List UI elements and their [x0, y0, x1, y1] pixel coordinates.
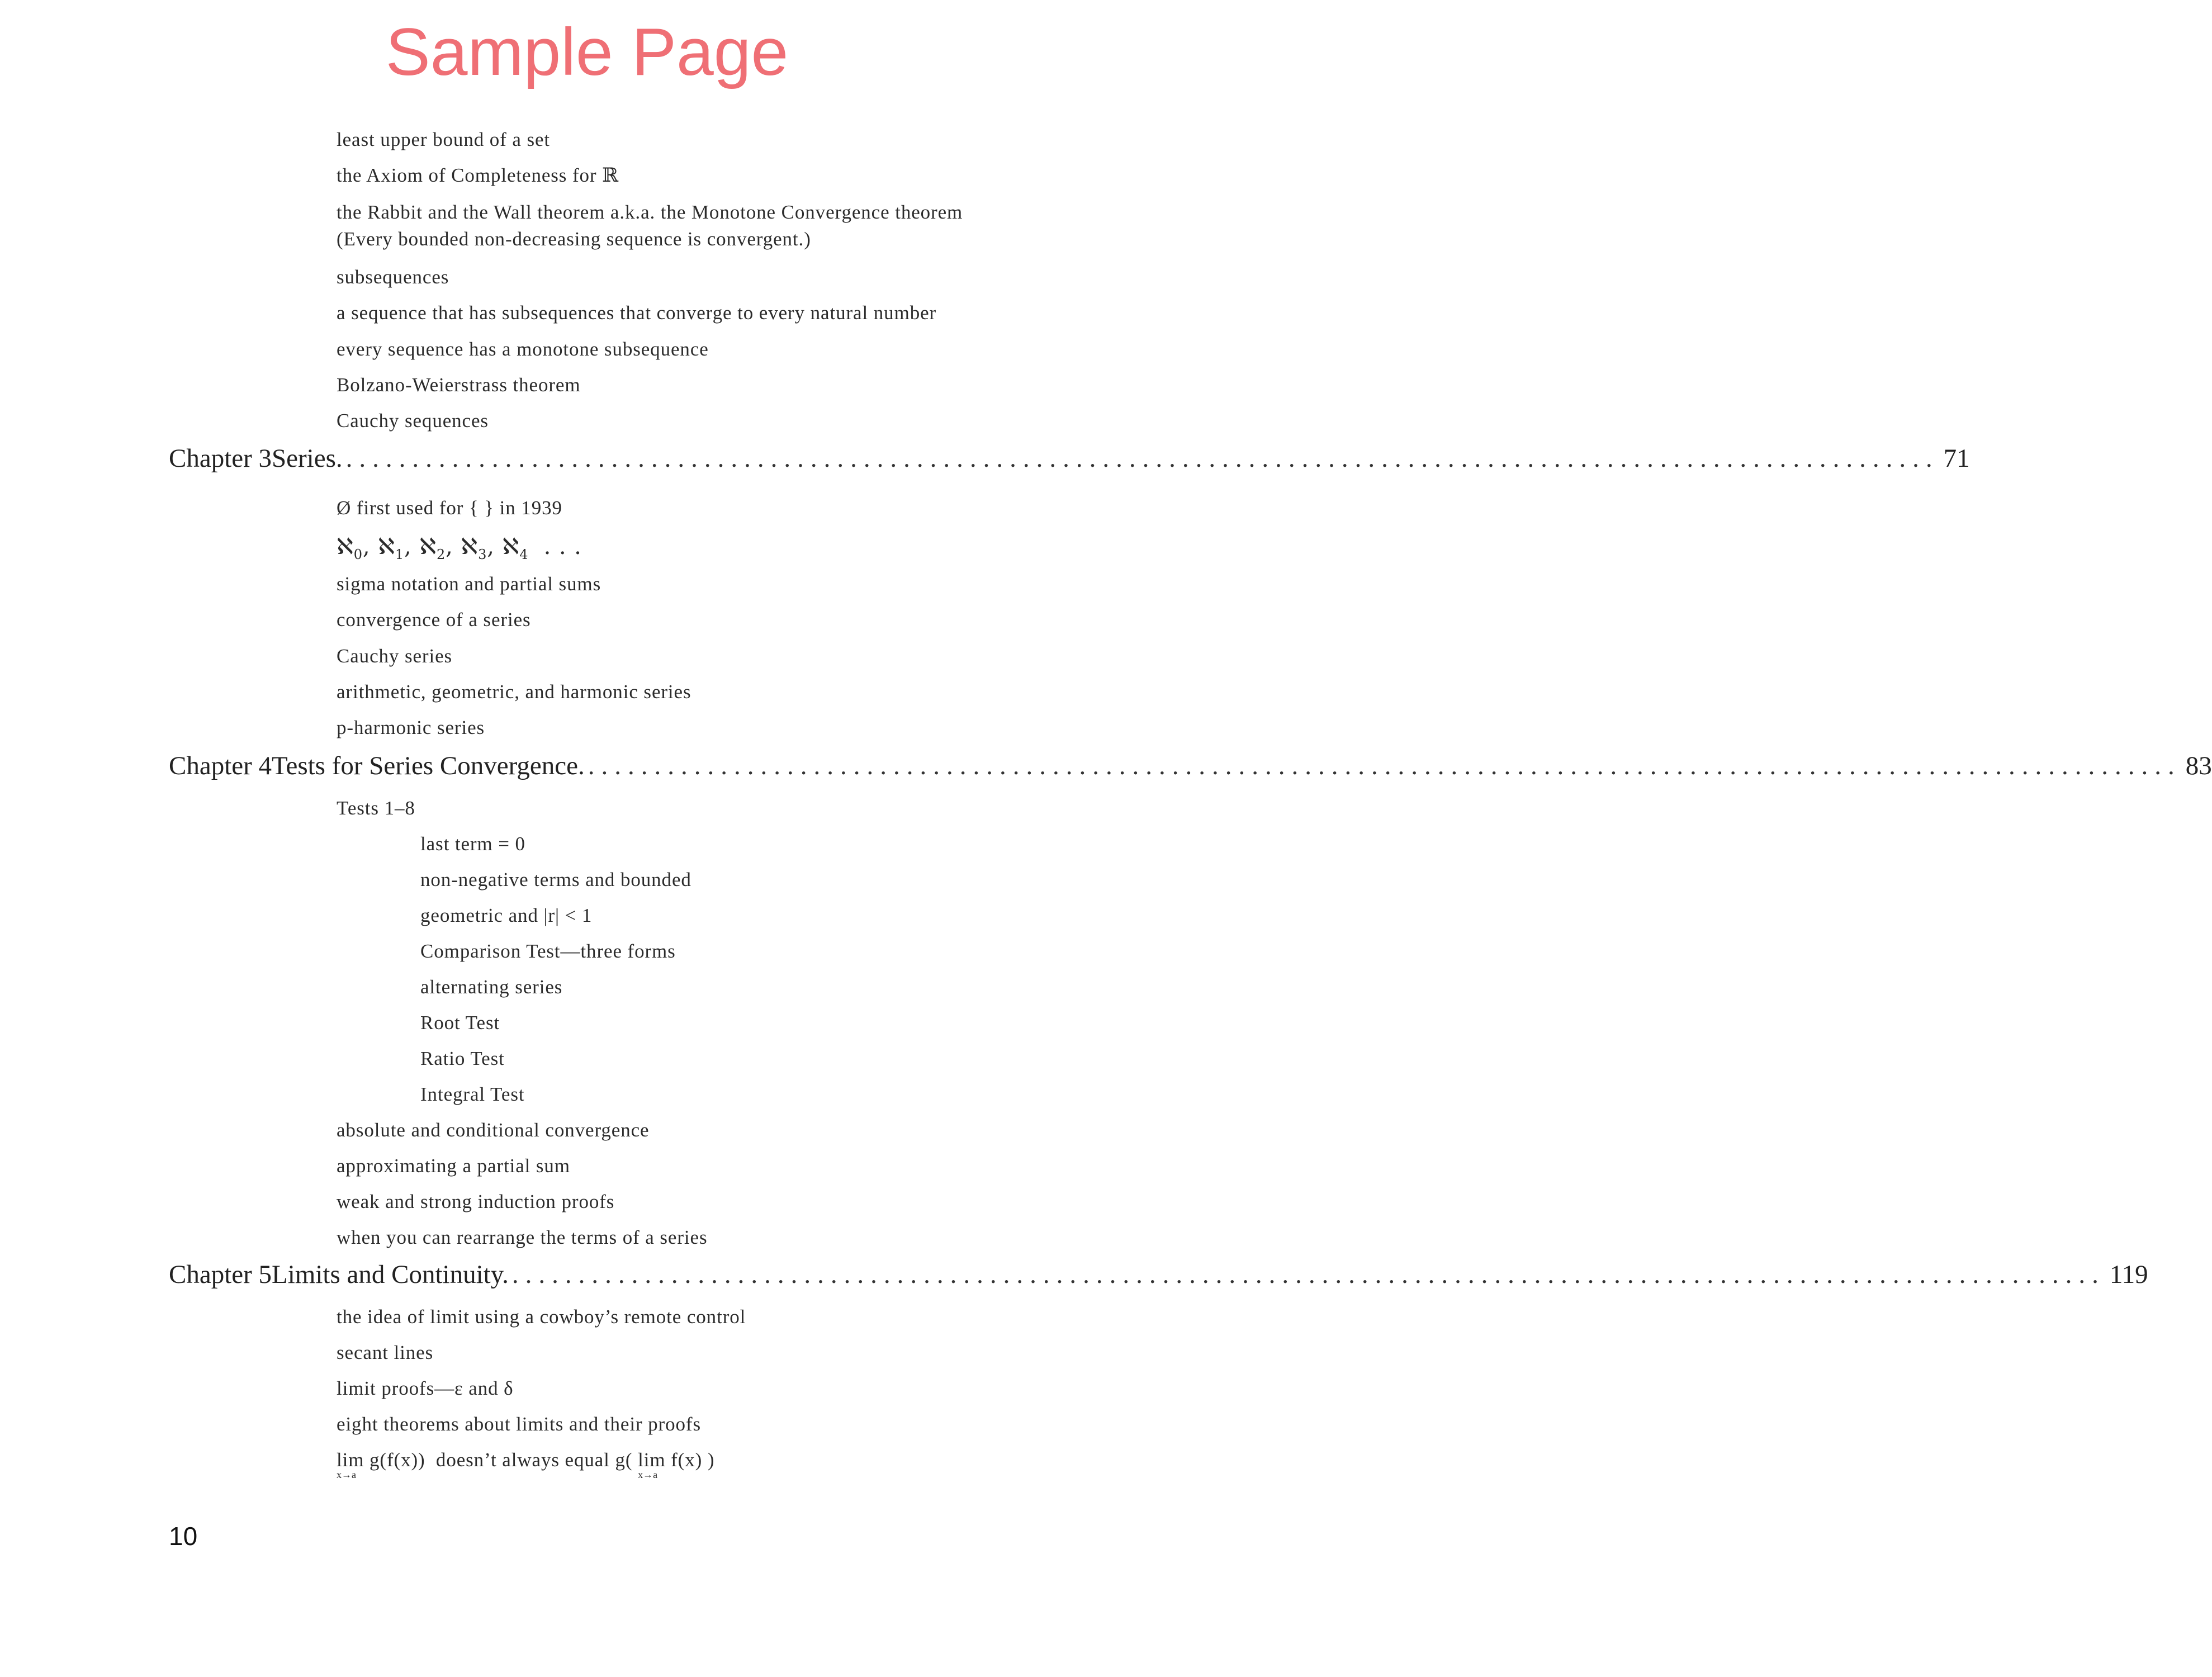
toc-item: the idea of limit using a cowboy’s remote control [337, 1306, 746, 1328]
toc-item: secant lines [337, 1342, 434, 1363]
toc-subitem: geometric and |r| < 1 [420, 904, 593, 926]
toc-item: subsequences [337, 266, 449, 288]
toc-subitem: non-negative terms and bounded [420, 869, 691, 890]
limit-composition-formula: lim x→a g(f(x)) doesn’t always equal g( lim x→a f(x) ) [337, 1447, 714, 1474]
toc-item: limit proofs—ε and δ [337, 1377, 514, 1399]
chapter-4-entry[interactable] [169, 749, 2212, 783]
chapter-label: Chapter 3 [169, 444, 272, 473]
toc-subitem: last term = 0 [420, 833, 525, 855]
toc-item: Bolzano-Weierstrass theorem [337, 374, 581, 396]
toc-item: convergence of a series [337, 609, 531, 631]
chapter-label: Chapter 5 [169, 1260, 272, 1289]
aleph-sequence: ℵ$_0$, ℵ$_1$, ℵ$_2$, ℵ$_3$, ℵ$_4$ . . . [337, 534, 582, 562]
toc-item: the Axiom of Completeness for ℝ [337, 164, 619, 186]
chapter-page-number: 119 [2109, 1260, 2148, 1289]
chapter-page-number: 71 [1943, 444, 1970, 473]
leader-dots: ........................................................................................................................ [588, 751, 2181, 780]
sample-page-watermark: Sample Page [385, 15, 789, 89]
toc-subitem: Ratio Test [420, 1048, 505, 1069]
chapter-label: Chapter 4 [169, 751, 272, 780]
chapter-title: Series. [272, 444, 343, 473]
lim-operator: lim x→a [337, 1449, 364, 1480]
chapter-3-entry[interactable] [169, 442, 1970, 475]
toc-subitem: alternating series [420, 976, 563, 998]
toc-item: Cauchy series [337, 645, 453, 667]
toc-item: a sequence that has subsequences that converge to every natural number [337, 302, 937, 324]
toc-subitem: Integral Test [420, 1083, 525, 1105]
toc-item: approximating a partial sum [337, 1155, 570, 1177]
toc-item: the Rabbit and the Wall theorem a.k.a. the Monotone Convergence theorem (Every bounded non-decreasing sequence is convergent.) [337, 201, 963, 250]
toc-item: least upper bound of a set [337, 129, 551, 150]
toc-item: weak and strong induction proofs [337, 1191, 615, 1212]
toc-subitem: Comparison Test—three forms [420, 940, 676, 962]
toc-item: Ø first used for { } in 1939 [337, 497, 562, 519]
toc-subitem: Root Test [420, 1012, 500, 1034]
toc-item: arithmetic, geometric, and harmonic series [337, 681, 691, 703]
toc-item: p-harmonic series [337, 717, 485, 738]
chapter-title: Limits and Continuity. [272, 1260, 509, 1289]
leader-dots: ........................................................................................................................ [345, 444, 1939, 473]
chapter-5-entry[interactable] [169, 1258, 2148, 1291]
chapter-title: Tests for Series Convergence. [272, 751, 585, 780]
toc-item: Tests 1–8 [337, 797, 415, 819]
toc-item: when you can rearrange the terms of a series [337, 1226, 708, 1248]
toc-item: absolute and conditional convergence [337, 1119, 650, 1141]
lim-operator: lim x→a [638, 1449, 666, 1480]
toc-item: sigma notation and partial sums [337, 573, 601, 595]
leader-dots: ........................................................................................................................ [511, 1260, 2105, 1289]
chapter-page-number: 83 [2185, 751, 2212, 780]
toc-item: every sequence has a monotone subsequence [337, 338, 709, 360]
toc-item: Cauchy sequences [337, 410, 489, 432]
toc-item: eight theorems about limits and their proofs [337, 1413, 701, 1435]
page-number: 10 [169, 1522, 198, 1551]
